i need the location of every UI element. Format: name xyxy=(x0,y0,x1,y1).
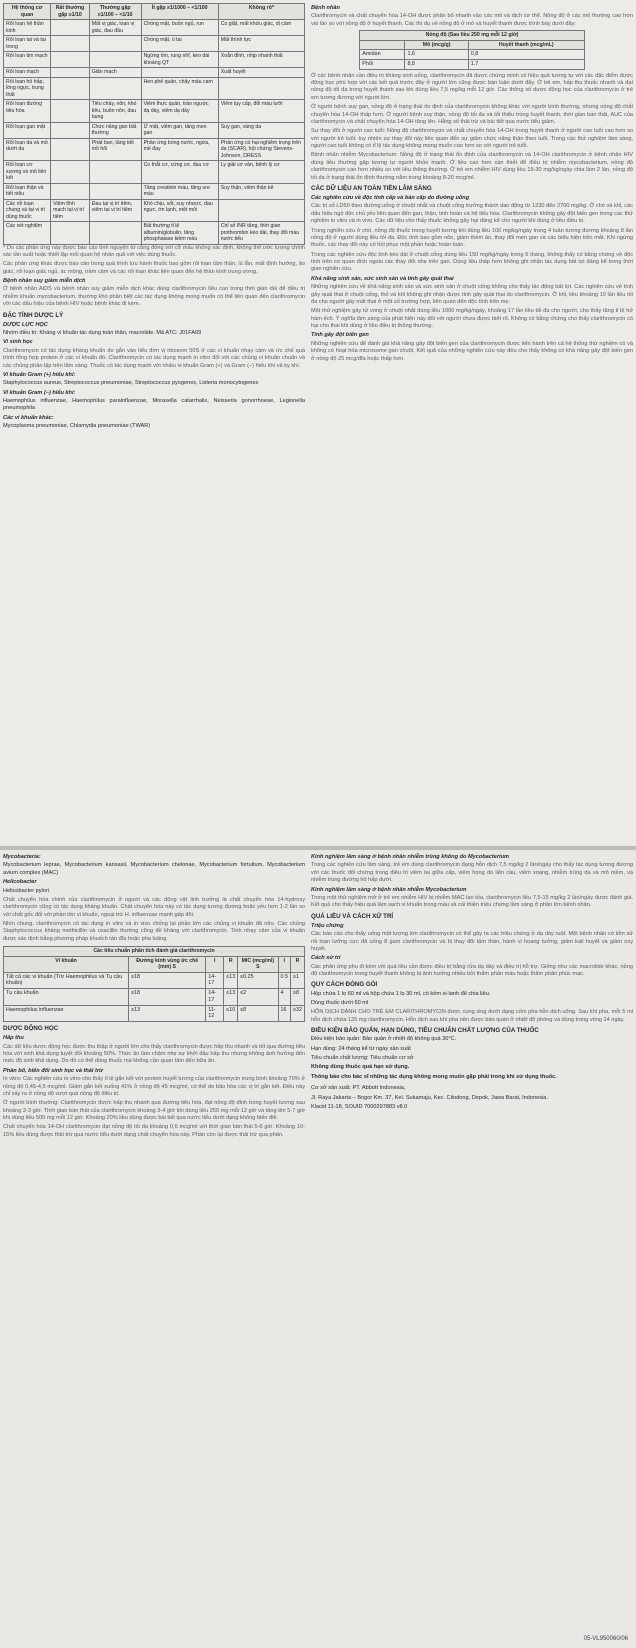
table-cell xyxy=(218,77,304,100)
filler-text: Trong các nghiên cứu độc tính kéo dài ở chuột cống dùng liều 150 mg/kg/ngày trong 6 tháng, không thấy có bằng chứng về độc tính trên cơ quan đích ngoài các thay đổi nhẹ trên gan. Dùng liều thấp hơn không ghi nhận tác dụng bất lợi đáng kể trong thời gian nghiên cứu. xyxy=(311,251,633,273)
table-cell: Phản ứng bóng nước, ngứa, mề đay xyxy=(141,138,218,161)
column-top-right xyxy=(311,3,633,843)
filler-text: Trong nghiên cứu ở chó, nồng độ thuốc trong huyết tương khi dùng liều 100 mg/kg/ngày trong 4 tuần tương đương khoảng 8 lần nồng độ ở người dùng liều tối đa. Độc tính bao gồm nôn, giảm thèm ăn, thay đổi men gan và các biểu hiện trên mắt. Khi ngừng thuốc, các thay đổi này có hồi phục một phần hoặc hoàn toàn. xyxy=(311,227,633,249)
filler-text: Chất chuyển hóa chính của clarithromycin ở người và các động vật linh trưởng là chất chuyển hóa 14-hydroxy clarithromycin cũng có tác dụng kháng khuẩn. Chất chuyển hóa này có tác dụng tương đương hoặc yếu hơn 1-2 lần so với chất gốc đối với phần lớn vi khuẩn, ngoại trừ H. influenzae mạnh gấp đôi. xyxy=(3,896,305,918)
table-row xyxy=(360,50,584,60)
pharm-heading: ĐẶC TÍNH DƯỢC LÝ xyxy=(3,311,64,319)
table-cell: Suy thận, viêm thận kẽ xyxy=(218,183,304,199)
table-cell: Rối loạn thận và tiết niệu xyxy=(4,183,51,199)
table-cell: 14-17 xyxy=(206,972,224,989)
side-effect-warning: Thông báo cho bác sĩ những tác dụng không mong muốn gặp phải trong khi sử dụng thuốc. xyxy=(311,1073,557,1080)
pack-heading: QUY CÁCH ĐÓNG GÓI xyxy=(311,981,378,989)
table-header-cell: Hệ thống cơ quan xyxy=(4,4,51,20)
microbiology-heading: Vi sinh học xyxy=(3,339,33,346)
table-cell: ≥1 xyxy=(291,972,305,989)
column-bottom-right xyxy=(311,852,633,1644)
table-cell xyxy=(51,161,90,184)
manufacturer: Cơ sở sản xuất: PT. Abbott Indonesia, xyxy=(311,1085,406,1092)
table-cell: Giãn mạch xyxy=(89,68,141,78)
table-cell xyxy=(51,36,90,52)
clinical-myco-heading: Kinh nghiệm lâm sàng ở bệnh nhân nhiễm Mycobacterium xyxy=(311,886,467,893)
table-cell: ≤10 xyxy=(224,1005,238,1022)
pharmacodynamic-heading: DƯỢC LỰC HỌC xyxy=(3,321,48,328)
column-bottom-left xyxy=(3,852,305,1644)
filler-text: Bệnh nhân nhiễm Mycobacterium: Nồng độ ở trạng thái ổn định của clarithromycin và 14-OH clarithromycin ở bệnh nhân HIV dùng liều thường gặp tương tự người khỏe mạnh. Ở liều cao hơn cần thiết để điều trị nhiễm mycobacterium, nồng độ clarithromycin cao hơn nhiều so với liều thông thường. Ở trẻ em nhiễm HIV dùng liều 15-30 mg/kg/ngày chia làm 2 lần, nồng độ tối đa ở trạng thái ổn định thường nằm trong khoảng 8-20 mcg/ml. xyxy=(311,152,633,181)
filler-text: Nhìn chung, clarithromycin có tác dụng in vitro và in vivo chống lại phần lớn các chủng vi khuẩn đã nêu. Các chủng Staphylococcus kháng methicillin và oxacillin thường cũng đề kháng với clarithromycin. Tính nhạy cảm của vi khuẩn được xác định bằng phương pháp khuếch tán đĩa hoặc pha loãng. xyxy=(3,921,305,942)
storage-heading: ĐIỀU KIỆN BẢO QUẢN, HẠN DÙNG, TIÊU CHUẨN CHẤT LƯỢNG CỦA THUỐC xyxy=(311,1027,539,1035)
manufacturer-address: Jl. Raya Jakarta – Bogor Km. 37, Kel. Sukamaju, Kec. Cilodong, Depok, Jawa Barat, Indonesia. xyxy=(311,1094,548,1101)
filler-text: Ở người bệnh suy gan, nồng độ ở trạng thái ổn định của clarithromycin không khác với người bình thường, nhưng nồng độ chất chuyển hóa 14-OH thấp hơn. Ở người bệnh suy thận, nồng độ tối đa và tối thiểu trong huyết thanh, thời gian bán thải, AUC của clarithromycin và chất chuyển hóa 14-OH tăng lên. Hằng số thải trừ và bài tiết qua nước tiểu giảm. xyxy=(311,104,633,125)
overdose-heading: QUÁ LIỀU VÀ CÁCH XỬ TRÍ xyxy=(311,912,394,920)
table-cell: 0,8 xyxy=(468,50,584,60)
pk-heading: DƯỢC ĐỘNG HỌC xyxy=(3,1025,59,1033)
table-header-cell xyxy=(360,40,405,50)
filler-text: Các phản ứng khác được báo cáo trong quá trình lưu hành thuốc bao gồm rối loạn tâm thần, lú lẫn, mất định hướng, ảo giác, rối loạn giấc ngủ, ác mộng, trầm cảm và các rối loạn khác liên quan đến hệ thần kinh trung ương. xyxy=(3,261,305,275)
adverse-table-footnote: * Do các phản ứng này được báo cáo tình nguyện từ cộng đồng với cỡ mẫu không xác định, không thể ước lượng chính xác tần suất hoặc thiết lập mối quan hệ nhân quả với việc dùng thuốc. xyxy=(3,244,305,258)
table-cell: Chỉ số INR tăng, thời gian prothrombin kéo dài, thay đổi màu nước tiểu xyxy=(218,222,304,245)
table-row xyxy=(4,122,305,138)
table-cell: Suy gan, vàng da xyxy=(218,122,304,138)
table-cell: Mất thính lực xyxy=(218,36,304,52)
filler-text: Ở người bình thường: Clarithromycin được hấp thu nhanh qua đường tiêu hóa, đạt nồng độ đỉnh trong huyết tương sau khoảng 2-3 giờ. Thời gian bán thải của clarithromycin khoảng 3-4 giờ khi dùng liều 250 mg mỗi 12 giờ và tăng lên 5-7 giờ khi dùng liều 500 mg mỗi 12 giờ. Khoảng 20% liều dùng được bài tiết qua nước tiểu dưới dạng không biến đổi. xyxy=(3,1100,305,1122)
filler-text: Chất chuyển hóa 14-OH clarithromycin đạt nồng độ tối đa khoảng 0,6 mcg/ml với thời gian bán thải 5-6 giờ. Khoảng 10-15% liều dùng được thải trừ qua nước tiểu dưới dạng chất chuyển hóa này. Phần còn lại được thải trừ qua phân. xyxy=(3,1124,305,1138)
table-cell: Phát ban, tăng tiết mồ hôi xyxy=(89,138,141,161)
table-cell: Chóng mặt, buồn ngủ, run xyxy=(141,20,218,36)
filler-text: Trong các nghiên cứu lâm sàng, trẻ em dùng clarithromycin dạng hỗn dịch 7,5 mg/kg 2 lần/ngày cho thấy tác dụng tương đương với các thuốc đối chứng trong điều trị viêm tai giữa cấp, viêm họng do liên cầu, viêm xoang, nhiễm trùng da và mô mềm, và nhiễm trùng đường hô hấp dưới. xyxy=(311,862,633,884)
filler-text: Một thử nghiệm gây tử vong ở chuột nhắt dùng liều 1000 mg/kg/ngày, khoảng 17 lần liều tối đa cho người, cho thấy tăng tỉ lệ hở hàm ếch. Ý nghĩa lâm sàng của phát hiện này đối với người chưa được biết rõ. Không có bằng chứng cho thấy clarithromycin có hại cho thai khi dùng ở liều điều trị thông thường. xyxy=(311,308,633,330)
table-cell: Phổi xyxy=(360,59,405,69)
table-cell xyxy=(51,222,90,245)
symptoms-heading: Triệu chứng xyxy=(311,922,344,929)
table-header-cell: R xyxy=(291,956,305,972)
table-row xyxy=(360,59,584,69)
table-header-cell: MIC (mcg/ml) S xyxy=(238,956,278,972)
myco-list: Mycobacterium leprae, Mycobacterium kansasii, Mycobacterium chelonae, Mycobacterium fortuitum, Mycobacterium avium complex (MAC) xyxy=(3,862,305,876)
table-cell: Xuất huyết xyxy=(218,68,304,78)
filler-text: Ở các bệnh nhân cần điều trị kháng sinh uống, clarithromycin đã được chứng minh có hiệu quả tương tự với các đặc điểm được động học phù hợp với các kết quả trước đây ở người lớn cũng được bàn luận dưới đây. Ở trẻ em, hấp thu thuốc nhanh và đạt nồng độ tối đa trong huyết thanh sau khi dùng liều 7,5 mg/kg mỗi 12 giờ. Các thông số dược động học của clarithromycin ở trẻ em tương đương với người lớn. xyxy=(311,72,633,101)
filler-text: Những nghiên cứu để đánh giá khả năng gây đột biến gen của clarithromycin được tiến hành trên cả hệ thống thử nghiệm có và không có hoạt hóa microsome gan chuột. Kết quả của những nghiên cứu này đều cho thấy không có khả năng gây đột biến gen ở nồng độ 25 mcg/đĩa hoặc thấp hơn. xyxy=(311,340,633,362)
table-cell: Tất cả các vi khuẩn (Trừ Haemophilus và Tụ cầu khuẩn) xyxy=(4,972,129,989)
table-cell: ≥8 xyxy=(291,989,305,1006)
table-row xyxy=(4,100,305,123)
myco-heading: Mycobacteria: xyxy=(3,854,41,860)
table-cell: Viêm tụy cấp, đổi màu lưỡi xyxy=(218,100,304,123)
filler-text: Các báo cáo cho thấy uống một lượng lớn clarithromycin có thể gây ra các triệu chứng ở dạ dày ruột. Một bệnh nhân có tiền sử rối loạn lưỡng cực đã uống 8 gam clarithromycin và bị thay đổi tâm thần, hành vi hoang tưởng, giảm kali huyết và giảm oxy huyết. xyxy=(311,931,633,952)
filler-text: Những nghiên cứu về khả năng sinh sản và sức sinh sản ở chuột cống không cho thấy tác động bất lợi. Các nghiên cứu về tính gây quái thai ở chuột cống, thỏ và khỉ không ghi nhận được tính gây quái thai do clarithromycin. Ở khỉ, liều khoảng 10 lần liều tối đa cho người gây mất thai ở một số trường hợp, liên quan đến độc tính trên mẹ. xyxy=(311,284,633,305)
table-row xyxy=(4,1005,305,1022)
table-cell: 4 xyxy=(278,989,291,1006)
preclinical-heading: CÁC DỮ LIỆU AN TOÀN TIỀN LÂM SÀNG xyxy=(311,184,432,192)
table-row xyxy=(4,77,305,100)
pack-text: Hộp chứa 1 lọ 60 ml và hộp chứa 1 lọ 30 ml, có kèm xi-lanh để chia liều. xyxy=(311,990,491,997)
table-cell: Ứ mật, viêm gan, tăng men gan xyxy=(141,122,218,138)
table-cell: Rối loạn da và mô dưới da xyxy=(4,138,51,161)
table-cell: Rối loạn mạch xyxy=(4,68,51,78)
gram-pos-heading: Vi khuẩn Gram (+) hiếu khí: xyxy=(3,371,76,378)
table-cell: Haemophilus influenzae xyxy=(4,1005,129,1022)
pharm-group: Nhóm điều trị: Kháng vi khuẩn tác dụng toàn thân, macrolide. Mã ATC: J01FA09 xyxy=(3,330,202,337)
table-header-cell: Vi khuẩn xyxy=(4,956,129,972)
table-row xyxy=(4,20,305,36)
table-cell: ≤0.25 xyxy=(238,972,278,989)
filler-text: In vitro: Các nghiên cứu in vitro cho thấy tỉ lệ gắn kết với protein huyết tương của clarithromycin trung bình khoảng 70% ở nồng độ 0,45-4,5 mcg/ml. Giảm gắn kết xuống 41% ở nồng độ 45 mcg/ml, có thể do bão hòa các vị trí gắn kết. Điều này chỉ xảy ra ở nồng độ vượt quá nồng độ điều trị. xyxy=(3,1076,305,1097)
filler-text: HỖN DỊCH DÀNH CHO TRẺ EM CLARITHROMYCIN được cung ứng dưới dạng cốm pha hỗn dịch uống. Sau khi pha, mỗi 5 ml hỗn dịch chứa 125 mg clarithromycin. Hỗn dịch sau khi pha nên được bảo quản ở nhiệt độ phòng và dùng trong vòng 14 ngày. xyxy=(311,1009,633,1023)
table-header-cell: I xyxy=(206,956,224,972)
table-cell: Viêm tĩnh mạch tại vị trí tiêm xyxy=(51,199,90,222)
table-cell xyxy=(89,222,141,245)
table-cell xyxy=(141,68,218,78)
filler-text: Clarithromycin và chất chuyển hóa 14-OH được phân bố nhanh vào các mô và dịch cơ thể. Nồng độ ở các mô thường cao hơn vài lần so với nồng độ ở huyết thanh. Các thí dụ về nồng độ ở mô và huyết thanh được trình bày dưới đây: xyxy=(311,13,633,27)
absorption-heading: Hấp thu xyxy=(3,1035,24,1042)
table-row xyxy=(4,68,305,78)
table-header-cell: Không rõ* xyxy=(218,4,304,20)
table-cell xyxy=(218,199,304,222)
table-header-cell: Huyết thanh (mcg/mL) xyxy=(468,40,584,50)
table-cell xyxy=(51,183,90,199)
table-cell: ≤13 xyxy=(224,972,238,989)
table-cell xyxy=(89,161,141,184)
table-row xyxy=(4,161,305,184)
table-cell: ≤8 xyxy=(238,1005,278,1022)
gram-neg-heading: Vi khuẩn Gram (−) hiếu khí: xyxy=(3,389,76,396)
table-cell: Co thắt cơ, cứng cơ, đau cơ xyxy=(141,161,218,184)
mic-table-title: Các tiêu chuẩn phân tích đánh giá clarithromycin xyxy=(4,947,305,957)
table-cell: ≥18 xyxy=(129,972,206,989)
table-cell: Tiêu chảy, nôn, khó tiêu, buồn nôn, đau bụng xyxy=(89,100,141,123)
filler-text: Ở bệnh nhân AIDS và bệnh nhân suy giảm miễn dịch khác dùng clarithromycin liều cao trong thời gian dài để điều trị nhiễm khuẩn mycobacterium, thường khó phân biệt các tác dụng không mong muốn có thể liên quan đến clarithromycin với các dấu hiệu của bệnh HIV hoặc bệnh khác đi kèm. xyxy=(3,286,305,308)
immuno-heading: Bệnh nhân suy giảm miễn dịch xyxy=(3,278,86,284)
filler-text: Các dữ liệu dược động học được thu thập ở người lớn cho thấy clarithromycin được hấp thu nhanh và tốt qua đường tiêu hóa với sinh khả dụng tuyệt đối khoảng 50%. Thức ăn làm chậm nhẹ sự khởi đầu hấp thu nhưng không ảnh hưởng đến mức độ sinh khả dụng. Do đó có thể dùng thuốc mà không cần quan tâm đến bữa ăn. xyxy=(3,1043,305,1065)
pack-note: Dùng thuốc dưới 60 ml xyxy=(311,1000,369,1006)
table-cell xyxy=(89,36,141,52)
table-row xyxy=(4,222,305,245)
table-cell: Chức năng gan bất thường xyxy=(89,122,141,138)
table-cell: ≥32 xyxy=(291,1005,305,1022)
filler-text: Clarithromycin có tác dụng kháng khuẩn do gắn vào tiểu đơn vị ribosom 50S ở các vi khuẩn nhạy cảm và ức chế quá trình tổng hợp protein ở các vi khuẩn đó. Clarithromycin có tác dụng mạnh in vitro đối với các chủng vi khuẩn chuẩn và các chủng phân lập trên lâm sàng. Thuốc có tác dụng mạnh với nhiều vi khuẩn Gram (+) và Gram (−) hiếu khí và kỵ khí. xyxy=(3,347,305,369)
table-cell xyxy=(51,68,90,78)
table-cell xyxy=(51,77,90,100)
table-row xyxy=(4,972,305,989)
table-cell: Rối loạn hô hấp, lồng ngực, trung thất xyxy=(4,77,51,100)
table-cell: Các xét nghiệm xyxy=(4,222,51,245)
table-cell: Xoắn đỉnh, nhịp nhanh thất xyxy=(218,52,304,68)
table-cell xyxy=(51,138,90,161)
table-cell: Ly giải cơ vân, bệnh lý cơ xyxy=(218,161,304,184)
table-cell: Rối loạn tim mạch xyxy=(4,52,51,68)
document-code: 05-VL950060/06 xyxy=(583,1636,628,1642)
table-cell xyxy=(51,100,90,123)
quality-standard: Tiêu chuẩn chất lượng: Tiêu chuẩn cơ sở xyxy=(311,1055,414,1062)
table-cell: Phản ứng có hại nghiêm trọng trên da (SCAR), hội chứng Stevens-Johnson, DRESS xyxy=(218,138,304,161)
table-cell xyxy=(89,77,141,100)
table-cell: Chóng mặt, ù tai xyxy=(141,36,218,52)
patients-heading: Bệnh nhân xyxy=(311,5,340,11)
filler-text: Trong một thử nghiệm mở ở trẻ em nhiễm HIV bị nhiễm MAC lan tỏa, clarithromycin liều 7,5-15 mg/kg 2 lần/ngày được đánh giá. Kết quả cho thấy hiệu quả làm sạch vi khuẩn trong máu và cải thiện triệu chứng lâm sàng ở phần lớn bệnh nhân. xyxy=(311,894,633,909)
table-cell: Rối loạn hệ thần kinh xyxy=(4,20,51,36)
acute-tox-heading: Các nghiên cứu về độc tính cấp và bán cấp do đường uống xyxy=(311,195,470,202)
table-cell: 1,6 xyxy=(405,50,468,60)
table-cell: Rối loạn cơ xương và mô liên kết xyxy=(4,161,51,184)
table-row xyxy=(4,138,305,161)
table-cell: Tụ cầu khuẩn xyxy=(4,989,129,1006)
table-cell: 1,7 xyxy=(468,59,584,69)
table-cell: Các rối loạn chung và tại vị trí dùng thuốc xyxy=(4,199,51,222)
gram-pos-list: Staphylococcus aureus, Streptococcus pneumoniae, Streptococcus pyogenes, Listeria monocytogenes xyxy=(3,380,259,387)
filler-text: Các phản ứng phụ đi kèm với quá liều cần được điều trị bằng rửa dạ dày và điều trị hỗ trợ. Giống như các macrolide khác, nồng độ clarithromycin trong huyết thanh không bị ảnh hưởng nhiều bởi thẩm phân máu hoặc thẩm phân phúc mạc. xyxy=(311,963,633,978)
table-row xyxy=(4,199,305,222)
table-cell: Mất vị giác, loạn vị giác, đau đầu xyxy=(89,20,141,36)
table-row xyxy=(4,52,305,68)
expiry-warning: Không dùng thuốc quá hạn sử dụng. xyxy=(311,1064,410,1071)
mutagenic-heading: Tính gây đột biến gen xyxy=(311,332,369,339)
table-cell: ≥13 xyxy=(129,1005,206,1022)
table-cell xyxy=(51,20,90,36)
leaflet-code: Klacid 11-18, SOUID 7000297883 v8.0 xyxy=(311,1103,408,1110)
treatment-heading: Cách xử trí xyxy=(311,955,341,962)
filler-text: Sự thay đổi ở người cao tuổi: Nồng độ clarithromycin và chất chuyển hóa 14-OH trong huyết thanh ở người cao tuổi cao hơn so với người trẻ tuổi; tuy nhiên sự thay đổi này liên quan đến sự giảm chức năng thận theo tuổi. Trong các thử nghiệm lâm sàng, người cao tuổi không có tỉ lệ tác dụng không mong muốn cao hơn so với người trẻ tuổi. xyxy=(311,128,633,149)
shelf-life: Hạn dùng: 24 tháng kể từ ngày sản xuất xyxy=(311,1045,411,1052)
table-header-cell: I xyxy=(278,956,291,972)
table-cell: 11-12 xyxy=(206,1005,224,1022)
helico-list: Helicobacter pylori xyxy=(3,887,50,894)
storage-condition: Điều kiện bảo quản: Bảo quản ở nhiệt độ không quá 30°C. xyxy=(311,1036,457,1043)
clinical-heading: Kinh nghiệm lâm sàng ở bệnh nhân nhiễm trùng không do Mycobacterium xyxy=(311,854,509,860)
table-cell: Đau tại vị trí tiêm, viêm tại vị trí tiêm xyxy=(89,199,141,222)
conc-table-title: Nồng độ (Sau liều 250 mg mỗi 12 giờ) xyxy=(360,31,584,41)
table-row xyxy=(4,183,305,199)
gram-neg-list: Haemophilus influenzae, Haemophilus parainfluenzae, Moraxella catarrhalis, Neisseria gonorrhoeae, Legionella pneumophila xyxy=(3,398,305,412)
table-cell: ≤13 xyxy=(224,989,238,1006)
other-bacteria-heading: Các vi khuẩn khác: xyxy=(3,414,54,421)
table-header-cell: R xyxy=(224,956,238,972)
table-cell xyxy=(51,52,90,68)
table-cell xyxy=(51,122,90,138)
table-cell: Khó chịu, sốt, suy nhược, đau ngực, ớn lạnh, mệt mỏi xyxy=(141,199,218,222)
other-bacteria-list: Mycoplasma pneumoniae, Chlamydia pneumoniae (TWAR) xyxy=(3,423,151,430)
adverse-effects-table xyxy=(3,3,305,245)
table-row xyxy=(4,989,305,1006)
helico-heading: Helicobacter xyxy=(3,879,37,886)
table-cell: Rối loạn tai và tai trong xyxy=(4,36,51,52)
table-cell: Tăng creatinin máu, tăng ure máu xyxy=(141,183,218,199)
table-cell: Co giật, mất khứu giác, dị cảm xyxy=(218,20,304,36)
table-row xyxy=(4,36,305,52)
table-header-cell: Thường gặp ≥1/100 – <1/10 xyxy=(89,4,141,20)
tissue-concentration-table xyxy=(359,30,584,70)
mic-criteria-table xyxy=(3,946,305,1022)
distribution-heading: Phân bố, biến đổi sinh học và thải trừ xyxy=(3,1067,104,1074)
table-cell: Amidan xyxy=(360,50,405,60)
table-header-cell: Rất thường gặp ≥1/10 xyxy=(51,4,90,20)
table-cell xyxy=(89,183,141,199)
column-top-left xyxy=(3,3,305,843)
table-cell: ≤2 xyxy=(238,989,278,1006)
table-cell: 16 xyxy=(278,1005,291,1022)
fertility-heading: Khả năng sinh sản, sức sinh sản và tính gây quái thai xyxy=(311,275,454,282)
paper-fold-line xyxy=(0,846,636,850)
table-cell xyxy=(89,52,141,68)
table-cell: 14-17 xyxy=(206,989,224,1006)
table-header-cell: Đường kính vùng ức chế (mm) S xyxy=(129,956,206,972)
table-cell: Viêm thực quản, trào ngược dạ dày, viêm dạ dày xyxy=(141,100,218,123)
table-cell: 8,8 xyxy=(405,59,468,69)
table-cell: Rối loạn đường tiêu hóa xyxy=(4,100,51,123)
table-cell: Ngừng tim, rung nhĩ, kéo dài khoảng QT xyxy=(141,52,218,68)
table-cell: Rối loạn gan mật xyxy=(4,122,51,138)
table-header-cell: Ít gặp ≥1/1000 – <1/100 xyxy=(141,4,218,20)
table-cell: ≥18 xyxy=(129,989,206,1006)
table-cell: Bất thường tỉ lệ albumin/globulin, tăng phosphatase kiềm máu xyxy=(141,222,218,245)
table-cell: 0.5 xyxy=(278,972,291,989)
table-cell: Hen phế quản, chảy máu cam xyxy=(141,77,218,100)
filler-text: Các trị số LD50 theo đường uống ở chuột nhắt và chuột cống trưởng thành dao động từ 1230 đến 2700 mg/kg. Ở chó và khỉ, các dấu hiệu ngộ độc chủ yếu liên quan đến gan, thận, tinh hoàn và hệ tiêu hóa. Clarithromycin không gây đột biến gen trong các thử nghiệm in vitro và in vivo. Các dữ liệu cho thấy thuốc không gây hại đáng kể cho người khi dùng ở liều điều trị. xyxy=(311,203,633,225)
table-header-cell: Mô (mcg/g) xyxy=(405,40,468,50)
